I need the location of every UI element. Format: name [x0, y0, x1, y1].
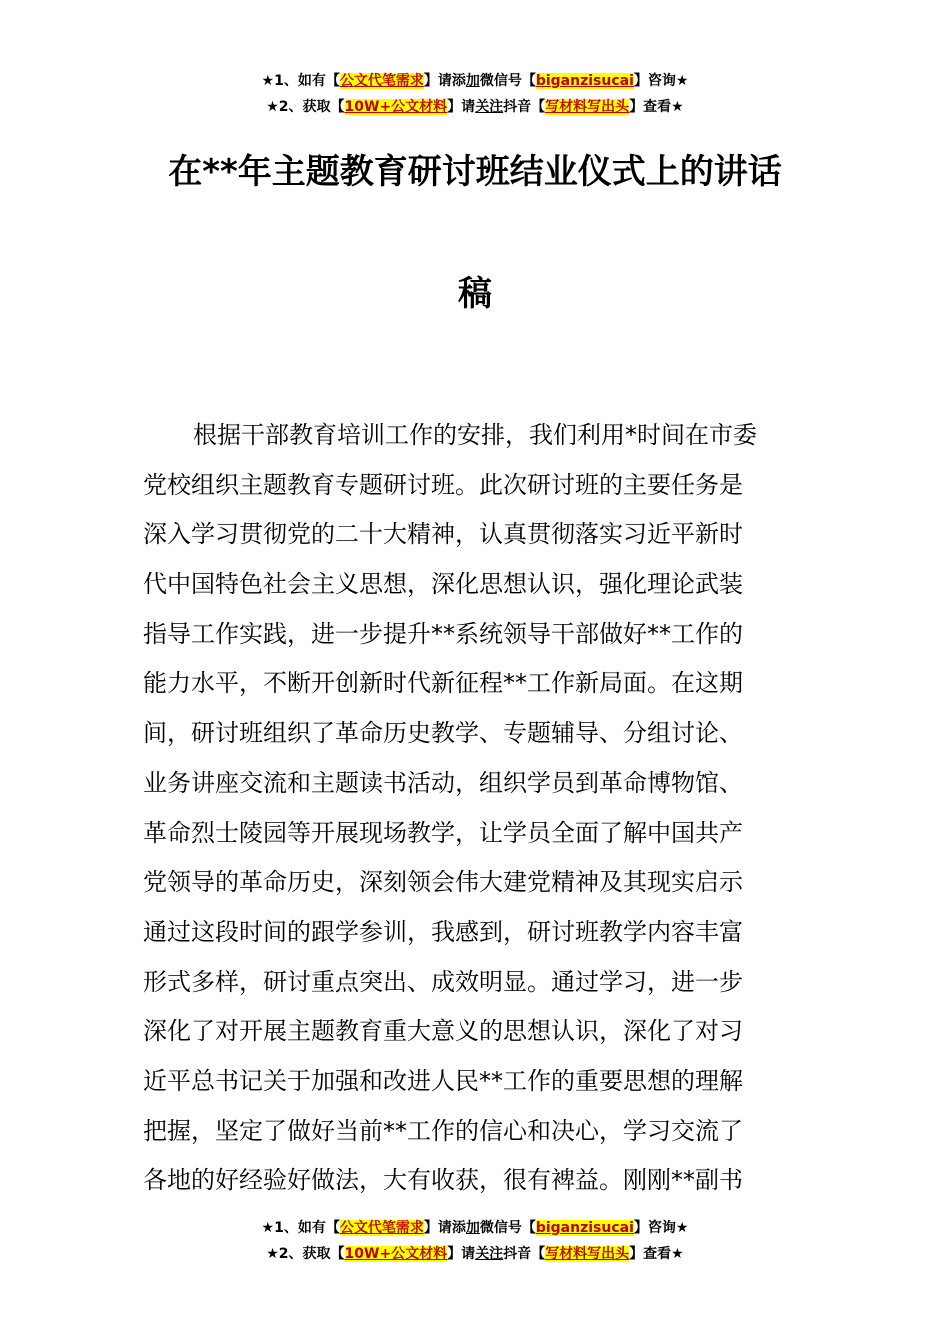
highlight-service: 公文代笔需求: [339, 73, 424, 89]
banner-text: 】查看★: [629, 1246, 684, 1262]
body-line: 深化了对开展主题教育重大意义的思想认识，深化了对习: [143, 1017, 743, 1046]
banner-text: 加: [465, 73, 480, 89]
body-line: 形式多样，研讨重点突出、成效明显。通过学习，进一步: [143, 967, 743, 996]
body-line: 各地的好经验好做法，大有收获，很有裨益。刚刚**副书: [143, 1166, 743, 1195]
body-line: 深入学习贯彻党的二十大精神，认真贯彻落实习近平新时: [143, 520, 743, 549]
banner-text: ★1、如有【: [261, 73, 340, 89]
banner-text: ★2、获取【: [266, 1246, 345, 1262]
banner-text: 微信号【: [479, 1220, 536, 1236]
body-line: 代中国特色社会主义思想，深化思想认识，强化理论武装: [143, 570, 743, 599]
banner-text: 】请: [447, 1246, 476, 1262]
banner-line-2: [0, 1241, 950, 1267]
banner-text: 关注: [475, 99, 504, 115]
body-line: 根据干部教育培训工作的安排，我们利用*时间在市委: [193, 421, 757, 449]
body-line: 间，研讨班组织了革命历史教学、专题辅导、分组讨论、: [143, 719, 743, 748]
body-line: 近平总书记关于加强和改进人民**工作的重要思想的理解: [143, 1066, 743, 1095]
body-line: 通过这段时间的跟学参训，我感到，研讨班教学内容丰富: [143, 917, 743, 946]
header-banner: [0, 68, 950, 120]
highlight-materials: 10W+公文材料: [344, 99, 448, 115]
banner-text: 】请: [447, 99, 476, 115]
highlight-wechat-id: biganzisucai: [535, 73, 634, 89]
highlight-materials: 10W+公文材料: [344, 1246, 448, 1262]
banner-text: 关注: [475, 1246, 504, 1262]
banner-text: 抖音【: [503, 99, 546, 115]
highlight-wechat-id: biganzisucai: [535, 1220, 634, 1236]
banner-line-2: [0, 94, 950, 120]
banner-line-1: [0, 68, 950, 94]
banner-text: 加: [465, 1220, 480, 1236]
document-title: 在**年主题教育研讨班结业仪式上的讲话: [168, 152, 782, 192]
banner-text: 】请添: [423, 73, 466, 89]
body-line: 把握，坚定了做好当前**工作的信心和决心，学习交流了: [143, 1116, 743, 1145]
banner-text: ★1、如有【: [261, 1220, 340, 1236]
body-line: 业务讲座交流和主题读书活动，组织学员到革命博物馆、: [143, 768, 743, 797]
footer-banner: [0, 1215, 950, 1267]
banner-text: 抖音【: [503, 1246, 546, 1262]
banner-text: 微信号【: [479, 73, 536, 89]
banner-line-1: [0, 1215, 950, 1241]
banner-text: 】查看★: [629, 99, 684, 115]
highlight-douyin: 写材料写出头: [545, 99, 630, 115]
banner-text: 】咨询★: [633, 73, 689, 89]
body-line: 党校组织主题教育专题研讨班。此次研讨班的主要任务是: [143, 470, 743, 499]
document-body: [143, 411, 811, 1206]
highlight-service: 公文代笔需求: [339, 1220, 424, 1236]
document-title-continued: 稿: [458, 274, 492, 314]
body-line: 指导工作实践，进一步提升**系统领导干部做好**工作的: [143, 619, 743, 648]
body-line: 能力水平，不断开创新时代新征程**工作新局面。在这期: [143, 669, 743, 698]
body-line: 党领导的革命历史，深刻领会伟大建党精神及其现实启示: [143, 868, 743, 897]
banner-text: 】咨询★: [633, 1220, 689, 1236]
body-line: 革命烈士陵园等开展现场教学，让学员全面了解中国共产: [143, 818, 743, 847]
highlight-douyin: 写材料写出头: [545, 1246, 630, 1262]
banner-text: ★2、获取【: [266, 99, 345, 115]
banner-text: 】请添: [423, 1220, 466, 1236]
